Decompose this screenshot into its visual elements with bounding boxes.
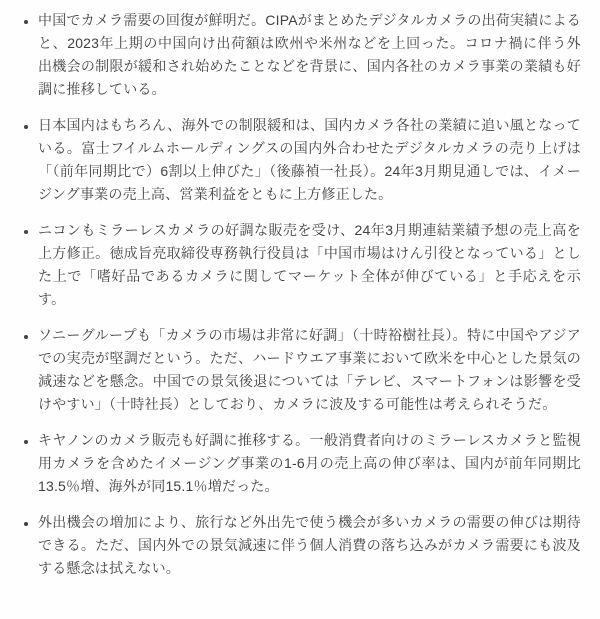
list-item: • キヤノンのカメラ販売も好調に推移する。一般消費者向けのミラーレスカメラと監視用カメラを含めたイメージング事業の1-6月の売上高の伸び率は、国内が前年同期比13.5％増、海外が同15.1％増だった。 (38, 429, 581, 498)
list-item: • ニコンもミラーレスカメラの好調な販売を受け、24年3月期連結業績予想の売上高を上方修正。徳成旨亮取締役専務執行役員は「中国市場はけん引役となっている」とした上で「嗜好品であるカメラに関してマーケット全体が伸びている」と手応えを示す。 (38, 219, 581, 311)
list-item: • 中国でカメラ需要の回復が鮮明だ。CIPAがまとめたデジタルカメラの出荷実績によると、2023年上期の中国向け出荷額は欧州や米州などを上回った。コロナ禍に伴う外出機会の制限が緩和され始めたことなどを背景に、国内各社のカメラ事業の業績も好調に推移している。 (38, 9, 581, 101)
list-item: • 外出機会の増加により、旅行など外出先で使う機会が多いカメラの需要の伸びは期待できる。ただ、国内外での景気減速に伴う個人消費の落ち込みがカメラ需要にも波及する懸念は拭えない。 (38, 511, 581, 580)
list-item: • 日本国内はもちろん、海外での制限緩和は、国内カメラ各社の業績に追い風となっている。富士フイルムホールディングスの国内外合わせたデジタルカメラの売り上げは「（前年同期比で）6割以上伸びた」（後藤禎一社長）。24年3月期見通しでは、イメージング事業の売上高、営業利益をともに上方修正した。 (38, 114, 581, 206)
list-item: • ソニーグループも「カメラの市場は非常に好調」（十時裕樹社長）。特に中国やアジアでの実売が堅調だという。ただ、ハードウエア事業において欧米を中心とした景気の減速などを懸念。中国での景気後退については「テレビ、スマートフォンは影響を受けやすい」（十時社長）としており、カメラに波及する可能性は考えられそうだ。 (38, 324, 581, 416)
bullet-list (0, 9, 581, 580)
